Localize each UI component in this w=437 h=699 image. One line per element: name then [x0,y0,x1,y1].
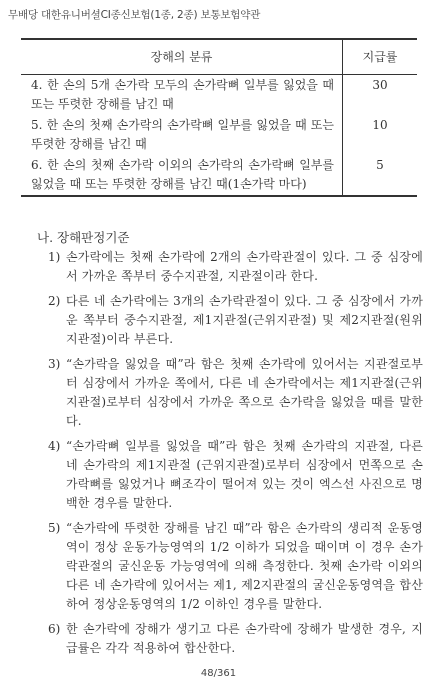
row-number: 6. [31,158,43,172]
item-number: 6) [48,622,61,636]
item-number: 2) [48,294,61,308]
row-description: 한 손의 첫째 손가락의 손가락뼈 일부를 잃었을 때 또는 뚜렷한 장해를 남긴 때 [31,118,334,151]
row-number: 5. [31,118,43,132]
item-text: 한 손가락에 장해가 생기고 다른 손가락에 장해가 발생한 경우, 지급률은 각각 적용하여 합산한다. [66,622,423,655]
row-description: 한 손의 첫째 손가락 이외의 손가락의 손가락뼈 일부를 잃었을 때 또는 뚜렷한 장해를 남긴 때(1손가락 마다) [31,158,334,191]
item-number: 1) [48,250,61,264]
item-number: 3) [48,357,61,371]
row-rate: 5 [343,155,418,196]
page-number: 48/361 [200,668,237,679]
list-item [48,355,423,431]
list-item [48,248,423,286]
section-title: 나. 장해판정기준 [37,230,130,245]
column-header-classification: 장해의 분류 [21,39,343,75]
item-text: “손가락에 뚜렷한 장해를 남긴 때”라 함은 손가락의 생리적 운동영역이 정상 운동가능영역의 1/2 이하가 되었을 때이며 이 경우 손가락관절의 굴신운동 가능영역에 의해 측정한다. 첫째 손가락 이외의 다른 네 손가락에 있어서는 제1, 제2지관절의 굴신운동영역을 합산하여 정상운동영역의 1/2 이하인 경우를 말한다. [66,521,423,611]
criteria-list [48,248,423,664]
row-number: 4. [31,78,43,92]
list-item [48,437,423,513]
item-number: 5) [48,521,61,535]
table-row [21,155,417,196]
list-item [48,292,423,349]
row-description: 한 손의 5개 손가락 모두의 손가락뼈 일부를 잃었을 때 또는 뚜렷한 장해를 남긴 때 [31,78,334,111]
row-rate: 10 [372,118,388,132]
item-text: 다른 네 손가락에는 3개의 손가락관절이 있다. 그 중 심장에서 가까운 쪽부터 중수지관절, 제1지관절(근위지관절) 및 제2지관절(원위지관절)이라 부른다. [66,294,423,346]
item-text: “손가락을 잃었을 때”라 함은 첫째 손가락에 있어서는 지관절로부터 심장에서 가까운 쪽에서, 다른 네 손가락에서는 제1지관절(근위지관절)로부터 심장에서 가까운 쪽으로 손가락을 잃었을 때를 말한다. [66,357,423,428]
document-header: 무배당 대한유니버셜CI종신보험(1종, 2종) 보통보험약관 [8,9,261,21]
item-text: 손가락에는 첫째 손가락에 2개의 손가락관절이 있다. 그 중 심장에서 가까운 쪽부터 중수지관절, 지관절이라 한다. [66,250,423,283]
table-row [21,75,417,116]
disability-grade-table [21,38,417,197]
item-text: “손가락뼈 일부를 잃었을 때”라 함은 첫째 손가락의 지관절, 다른 네 손가락의 제1지관절 (근위지관절)로부터 심장에서 먼쪽으로 손가락뼈를 잃었거나 뼈조각이 떨어져 있는 것이 엑스선 사진으로 명백한 경우를 말한다. [66,439,423,510]
column-header-rate: 지급률 [343,39,418,75]
list-item [48,620,423,658]
list-item [48,519,423,614]
item-number: 4) [48,439,61,453]
table-row [21,115,417,155]
row-rate: 30 [372,78,388,92]
